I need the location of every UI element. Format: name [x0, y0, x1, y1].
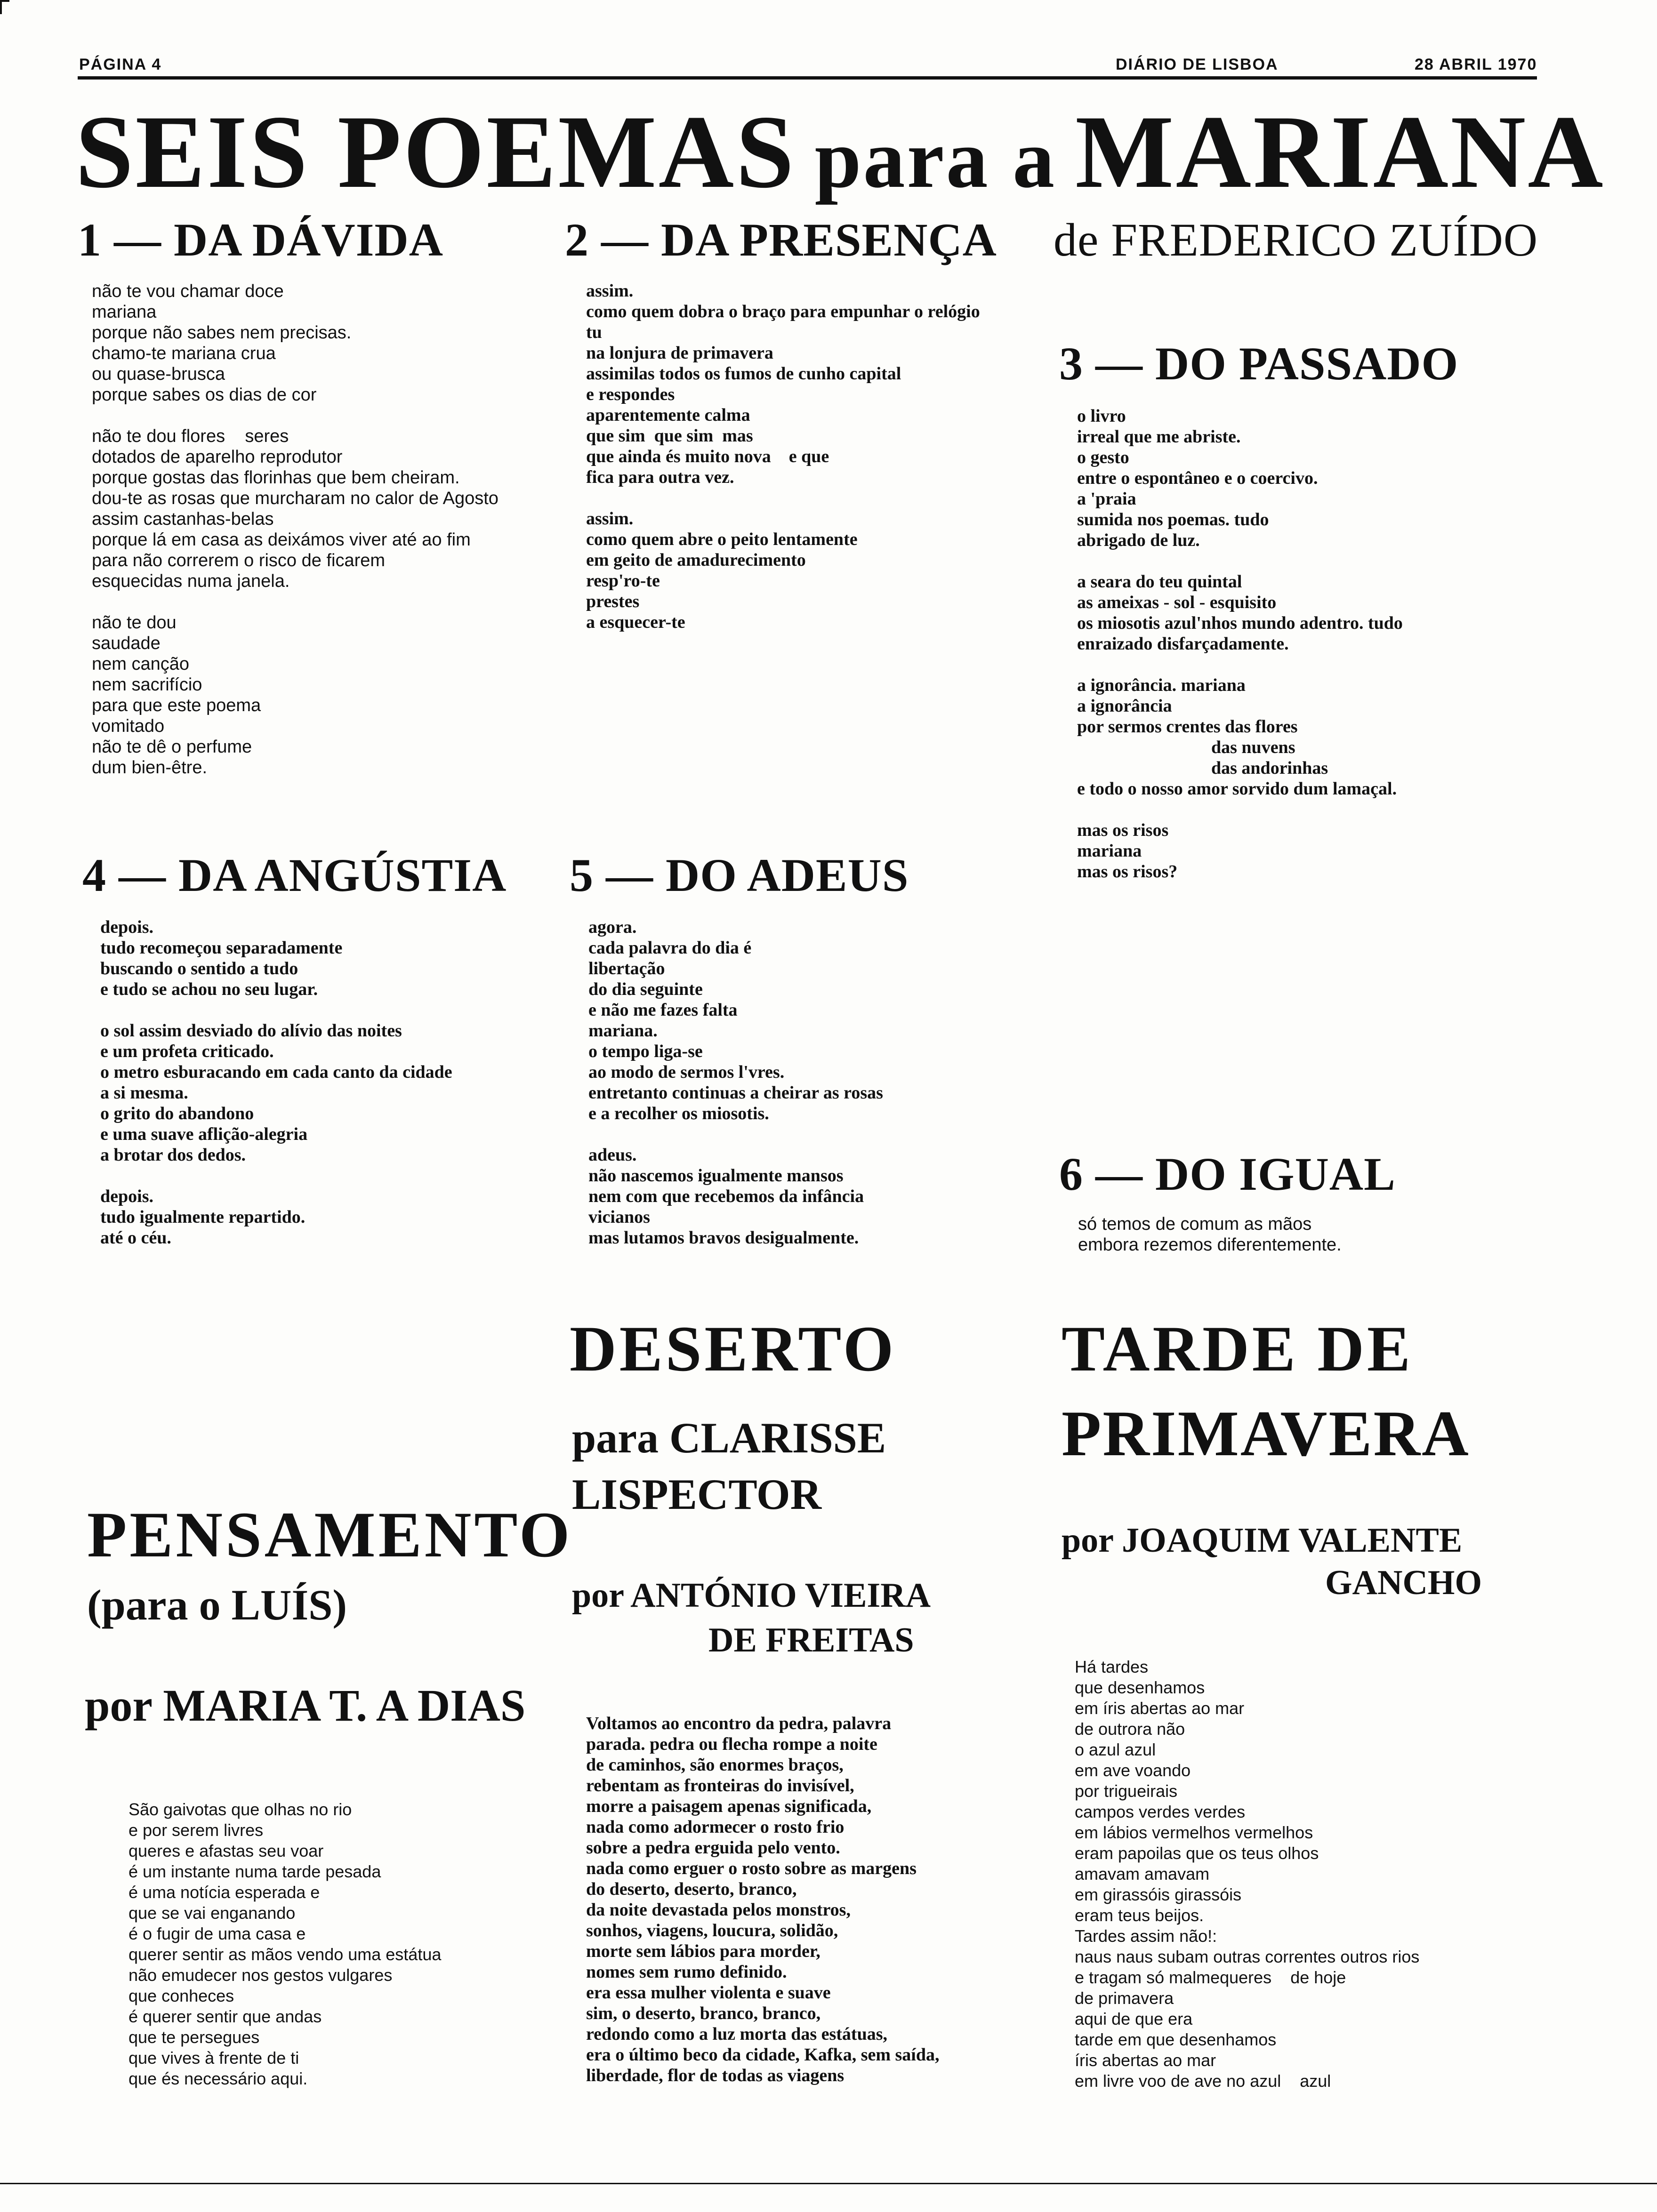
- poem-line: até o céu.: [100, 1228, 171, 1248]
- poem-line: fica para outra vez.: [586, 467, 734, 487]
- poem-line: querer sentir as mãos vendo uma estátua: [129, 1945, 442, 1964]
- poem-line: libertação: [588, 959, 665, 978]
- poem-line: é um instante numa tarde pesada: [129, 1862, 381, 1881]
- poem-line: chamo-te mariana crua: [92, 344, 276, 363]
- poem-line: [1077, 799, 1552, 820]
- poem-line: não te vou chamar doce: [92, 281, 284, 301]
- poem-line: nada como erguer o rosto sobre as margens: [586, 1859, 917, 1878]
- poem-line: buscando o sentido a tudo: [100, 959, 298, 978]
- poem-line: o grito do abandono: [100, 1104, 254, 1123]
- poem-line: embora rezemos diferentemente.: [1078, 1235, 1342, 1255]
- headline-part-1: SEIS POEMAS: [75, 94, 796, 210]
- poem-line: o sol assim desviado do alívio das noites: [100, 1021, 402, 1041]
- poem-line: do dia seguinte: [588, 979, 703, 999]
- poem-line: assim.: [586, 281, 634, 301]
- poem-line: em livre voo de ave no azul azul: [1075, 2071, 1331, 2091]
- poem-line: como quem dobra o braço para empunhar o relógio: [586, 302, 980, 321]
- poem-line: prestes: [586, 592, 640, 611]
- poem-line: porque gostas das florinhas que bem cheiram.: [92, 468, 460, 488]
- poem-line: irreal que me abriste.: [1077, 427, 1241, 447]
- poem-line: em girassóis girassóis: [1075, 1885, 1242, 1904]
- poem-3-title: 3 — DO PASSADO: [1059, 337, 1459, 390]
- poem-line: entretanto continuas a cheirar as rosas: [588, 1083, 883, 1103]
- poem-line: que sim que sim mas: [586, 426, 753, 446]
- poem-line: adeus.: [588, 1145, 637, 1165]
- poem-line: eram papoilas que os teus olhos: [1075, 1843, 1319, 1863]
- poem-line: e respondes: [586, 385, 675, 404]
- deserto-body: [586, 1713, 1057, 2086]
- poem-line: sim, o deserto, branco, branco,: [586, 2004, 821, 2023]
- poem-line: ao modo de sermos l'vres.: [588, 1062, 785, 1082]
- poem-line: [100, 1000, 571, 1020]
- poem-line: e um profeta criticado.: [100, 1042, 274, 1061]
- poem-line: em geito de amadurecimento: [586, 550, 806, 570]
- poem-line: íris abertas ao mar: [1075, 2051, 1216, 2070]
- poem-line: porque não sabes nem precisas.: [92, 323, 352, 343]
- poem-line: o tempo liga-se: [588, 1042, 703, 1061]
- poem-line: era essa mulher violenta e suave: [586, 1983, 831, 2003]
- poem-line: mas os risos?: [1077, 862, 1178, 882]
- headline-part-3: MARIANA: [1075, 94, 1605, 210]
- poem-line: depois.: [100, 1186, 153, 1206]
- poem-line: de primavera: [1075, 1988, 1174, 2008]
- tarde-body: [1075, 1657, 1555, 2092]
- poem-line: nem com que recebemos da infância: [588, 1186, 864, 1206]
- poem-line: é o fugir de uma casa e: [129, 1924, 306, 1943]
- poem-line: mas lutamos bravos desigualmente.: [588, 1228, 859, 1248]
- deserto-subtitle-line-2: LISPECTOR: [572, 1470, 822, 1518]
- poem-line: tarde em que desenhamos: [1075, 2030, 1277, 2049]
- deserto-byline-line-1: por ANTÓNIO VIEIRA: [572, 1576, 931, 1615]
- poem-4-body: [100, 917, 571, 1248]
- header-rule: [78, 76, 1537, 80]
- poem-line: não te dê o perfume: [92, 737, 252, 757]
- poem-line: é uma notícia esperada e: [129, 1883, 320, 1902]
- poem-line: dum bien-être.: [92, 758, 208, 777]
- poem-line: que se vai enganando: [129, 1903, 296, 1923]
- poem-5-body: [588, 917, 1059, 1248]
- poem-line: nem sacrifício: [92, 675, 202, 695]
- main-headline: [75, 94, 1605, 210]
- poem-line: enraizado disfarçadamente.: [1077, 634, 1289, 654]
- poem-line: a 'praia: [1077, 489, 1136, 509]
- poem-line: amavam amavam: [1075, 1864, 1210, 1883]
- poem-line: porque sabes os dias de cor: [92, 385, 317, 405]
- poem-line: os miosotis azul'nhos mundo adentro. tudo: [1077, 613, 1403, 633]
- poem-line: vicianos: [588, 1207, 650, 1227]
- tarde-byline-line-1: por JOAQUIM VALENTE: [1062, 1521, 1463, 1560]
- poem-line: e tragam só malmequeres de hoje: [1075, 1968, 1346, 1987]
- pensamento-title: PENSAMENTO: [87, 1499, 573, 1571]
- poem-line: a si mesma.: [100, 1083, 188, 1103]
- pensamento-body: [129, 1799, 562, 2089]
- poem-line: e por serem livres: [129, 1820, 264, 1840]
- poem-line: de caminhos, são enormes braços,: [586, 1755, 844, 1775]
- main-author: de FREDERICO ZUÍDO: [1054, 214, 1538, 266]
- poem-line: mariana.: [588, 1021, 658, 1041]
- poem-line: redondo como a luz morta das estátuas,: [586, 2024, 888, 2044]
- poem-line: não te dou flores seres: [92, 426, 289, 446]
- poem-line: morre a paisagem apenas significada,: [586, 1796, 872, 1816]
- poem-line: na lonjura de primavera: [586, 343, 773, 363]
- issue-date: 28 ABRIL 1970: [1415, 56, 1537, 73]
- poem-line: a ignorância. mariana: [1077, 675, 1246, 695]
- poem-line: Há tardes: [1075, 1657, 1149, 1676]
- poem-line: a ignorância: [1077, 696, 1172, 716]
- poem-line: não emudecer nos gestos vulgares: [129, 1965, 393, 1985]
- poem-line: agora.: [588, 917, 637, 937]
- poem-line: depois.: [100, 917, 153, 937]
- poem-line: é querer sentir que andas: [129, 2007, 322, 2026]
- deserto-title: DESERTO: [570, 1313, 897, 1385]
- poem-line: rebentam as fronteiras do invisível,: [586, 1776, 854, 1795]
- poem-line: nada como adormecer o rosto frio: [586, 1817, 845, 1837]
- poem-line: e uma suave aflição-alegria: [100, 1124, 308, 1144]
- poem-line: aparentemente calma: [586, 405, 750, 425]
- poem-line: liberdade, flor de todas as viagens: [586, 2066, 845, 2085]
- poem-line: o livro: [1077, 406, 1126, 426]
- poem-line: parada. pedra ou flecha rompe a noite: [586, 1734, 877, 1754]
- poem-line: entre o espontâneo e o coercivo.: [1077, 468, 1318, 488]
- poem-line: a esquecer-te: [586, 612, 685, 632]
- poem-4-title: 4 — DA ANGÚSTIA: [82, 849, 507, 901]
- poem-line: dotados de aparelho reprodutor: [92, 447, 343, 467]
- poem-line: a brotar dos dedos.: [100, 1145, 246, 1165]
- poem-line: [1077, 654, 1552, 675]
- poem-line: vomitado: [92, 716, 165, 736]
- poem-2-body: [586, 281, 1057, 633]
- poem-2-title: 2 — DA PRESENÇA: [565, 214, 997, 266]
- poem-line: queres e afastas seu voar: [129, 1841, 324, 1860]
- poem-line: para que este poema: [92, 696, 261, 715]
- poem-line: tudo igualmente repartido.: [100, 1207, 306, 1227]
- poem-line: sonhos, viagens, loucura, solidão,: [586, 1921, 838, 1940]
- poem-line: que desenhamos: [1075, 1678, 1205, 1697]
- poem-line: o azul azul: [1075, 1740, 1156, 1759]
- poem-1-body: [92, 281, 558, 778]
- poem-line: São gaivotas que olhas no rio: [129, 1800, 352, 1819]
- poem-line: da noite devastada pelos monstros,: [586, 1900, 851, 1920]
- poem-line: nomes sem rumo definido.: [586, 1962, 787, 1982]
- pensamento-subtitle: (para o LUÍS): [87, 1581, 347, 1629]
- newspaper-name: DIÁRIO DE LISBOA: [1116, 56, 1279, 73]
- poem-line: que ainda és muito nova e que: [586, 447, 829, 466]
- poem-line: naus naus subam outras correntes outros rios: [1075, 1947, 1420, 1966]
- poem-line: de outrora não: [1075, 1719, 1185, 1739]
- poem-line: nem canção: [92, 654, 190, 674]
- poem-line: tudo recomeçou separadamente: [100, 938, 343, 958]
- poem-line: saudade: [92, 633, 161, 653]
- poem-1-title: 1 — DA DÁVIDA: [78, 214, 443, 266]
- poem-line: [100, 1165, 571, 1186]
- poem-line: do deserto, deserto, branco,: [586, 1879, 797, 1899]
- poem-3-body: [1077, 406, 1552, 882]
- poem-line: o metro esburacando em cada canto da cidade: [100, 1062, 452, 1082]
- poem-line: e todo o nosso amor sorvido dum lamaçal.: [1077, 779, 1397, 799]
- poem-line: por sermos crentes das flores: [1077, 717, 1298, 737]
- poem-line: das andorinhas: [1077, 758, 1328, 778]
- poem-line: em íris abertas ao mar: [1075, 1699, 1245, 1718]
- deserto-subtitle-line-1: para CLARISSE: [572, 1414, 886, 1462]
- poem-line: e tudo se achou no seu lugar.: [100, 979, 318, 999]
- poem-line: as ameixas - sol - esquisito: [1077, 593, 1277, 612]
- page-number: PÁGINA 4: [79, 56, 162, 73]
- poem-line: Voltamos ao encontro da pedra, palavra: [586, 1714, 892, 1733]
- footer-rule: [0, 2183, 1657, 2184]
- poem-6-title: 6 — DO IGUAL: [1059, 1148, 1396, 1200]
- poem-line: tu: [586, 322, 602, 342]
- poem-5-title: 5 — DO ADEUS: [570, 849, 909, 901]
- poem-line: que és necessário aqui.: [129, 2069, 308, 2088]
- poem-line: assimilas todos os fumos de cunho capital: [586, 364, 901, 384]
- poem-line: assim.: [586, 509, 634, 529]
- poem-line: que te persegues: [129, 2028, 260, 2047]
- headline-part-2: para a: [814, 112, 1057, 205]
- poem-line: mariana: [1077, 841, 1142, 861]
- poem-line: em lábios vermelhos vermelhos: [1075, 1823, 1313, 1842]
- poem-line: e não me fazes falta: [588, 1000, 738, 1020]
- poem-line: porque lá em casa as deixámos viver até ao fim: [92, 530, 471, 550]
- poem-line: esquecidas numa janela.: [92, 571, 290, 591]
- poem-line: que conheces: [129, 1986, 234, 2005]
- poem-line: que vives à frente de ti: [129, 2048, 299, 2068]
- poem-line: não nascemos igualmente mansos: [588, 1166, 844, 1186]
- poem-line: sumida nos poemas. tudo: [1077, 510, 1269, 529]
- poem-line: por trigueirais: [1075, 1781, 1178, 1801]
- poem-line: das nuvens: [1077, 737, 1295, 757]
- page-corner-mark: [0, 0, 9, 14]
- pensamento-byline: por MARIA T. A DIAS: [85, 1680, 526, 1731]
- poem-line: [92, 406, 558, 426]
- deserto-byline-line-2: DE FREITAS: [708, 1621, 914, 1659]
- poem-line: para não correrem o risco de ficarem: [92, 551, 386, 570]
- poem-6-body: [1078, 1214, 1549, 1256]
- poem-line: dou-te as rosas que murcharam no calor de Agosto: [92, 489, 499, 508]
- tarde-title-line-2: PRIMAVERA: [1062, 1397, 1470, 1469]
- poem-line: sobre a pedra erguida pelo vento.: [586, 1838, 840, 1858]
- poem-line: em ave voando: [1075, 1761, 1191, 1780]
- poem-line: o gesto: [1077, 448, 1129, 467]
- poem-line: ou quase-brusca: [92, 364, 225, 384]
- tarde-title-line-1: TARDE DE: [1062, 1313, 1414, 1385]
- poem-line: [586, 488, 1057, 508]
- poem-line: campos verdes verdes: [1075, 1802, 1246, 1821]
- poem-line: resp'ro-te: [586, 571, 660, 591]
- poem-line: Tardes assim não!:: [1075, 1926, 1217, 1946]
- poem-line: assim castanhas-belas: [92, 509, 274, 529]
- poem-line: e a recolher os miosotis.: [588, 1104, 769, 1123]
- poem-line: era o último beco da cidade, Kafka, sem saída,: [586, 2045, 940, 2065]
- poem-line: [1077, 551, 1552, 571]
- poem-line: morte sem lábios para morder,: [586, 1941, 820, 1961]
- poem-line: [588, 1124, 1059, 1145]
- poem-line: abrigado de luz.: [1077, 530, 1200, 550]
- poem-line: como quem abre o peito lentamente: [586, 529, 858, 549]
- poem-line: a seara do teu quintal: [1077, 572, 1242, 592]
- poem-line: mariana: [92, 302, 157, 322]
- poem-line: aqui de que era: [1075, 2009, 1193, 2028]
- poem-line: mas os risos: [1077, 820, 1169, 840]
- poem-line: não te dou: [92, 613, 177, 633]
- poem-line: eram teus beijos.: [1075, 1906, 1204, 1925]
- poem-line: [92, 592, 558, 613]
- poem-line: cada palavra do dia é: [588, 938, 752, 958]
- poem-line: só temos de comum as mãos: [1078, 1214, 1312, 1234]
- tarde-byline-line-2: GANCHO: [1325, 1563, 1482, 1602]
